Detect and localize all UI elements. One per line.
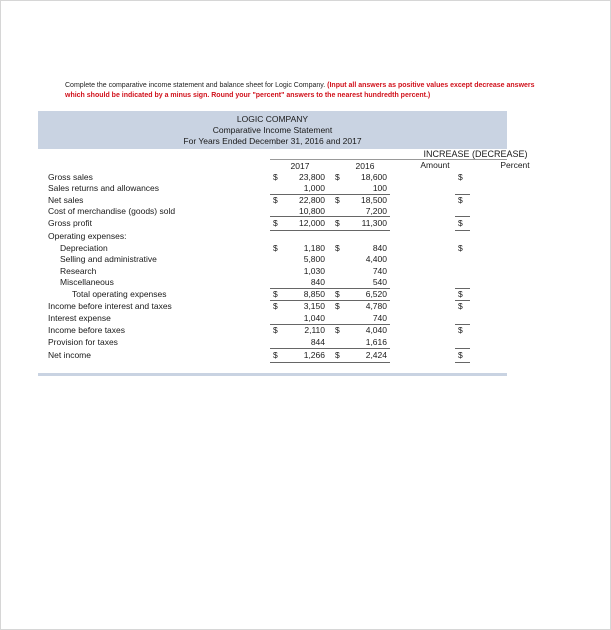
value-2016: 2,424 (365, 350, 387, 360)
currency-sign: $ (273, 172, 278, 182)
currency-sign: $ (273, 218, 278, 228)
row-label: Income before taxes (48, 325, 126, 335)
value-2016: 11,300 (361, 218, 387, 228)
value-2016: 4,400 (365, 254, 387, 264)
row-label: Sales returns and allowances (48, 183, 160, 193)
currency-sign: $ (335, 350, 340, 360)
value-2017: 3,150 (303, 301, 325, 311)
value-2016: 740 (372, 313, 387, 323)
value-2017: 840 (310, 277, 325, 287)
row-label: Miscellaneous (60, 277, 114, 287)
row-label: Operating expenses: (48, 231, 127, 241)
currency-sign: $ (273, 301, 278, 311)
value-2017: 844 (310, 337, 325, 347)
value-2017: 12,000 (299, 218, 325, 228)
increase-decrease-header: INCREASE (DECREASE) (423, 149, 528, 159)
row-label: Depreciation (60, 243, 108, 253)
row-label: Cost of merchandise (goods) sold (48, 206, 176, 216)
currency-sign: $ (458, 195, 463, 205)
row-label: Income before interest and taxes (48, 301, 172, 311)
value-2017: 1,266 (303, 350, 325, 360)
subtotal-rule (455, 348, 470, 349)
row-label: Provision for taxes (48, 337, 118, 347)
value-2017: 5,800 (303, 254, 325, 264)
subtotal-rule (270, 300, 390, 301)
value-2016: 7,200 (365, 206, 387, 216)
currency-sign: $ (273, 289, 278, 299)
value-2016: 540 (372, 277, 387, 287)
subtotal-rule (455, 194, 470, 195)
subtotal-rule (270, 288, 390, 289)
statement-period: For Years Ended December 31, 2016 and 2017 (183, 136, 362, 146)
value-2017: 1,030 (303, 266, 325, 276)
value-2017: 1,000 (303, 183, 325, 193)
column-2017: 2017 (290, 161, 310, 171)
value-2016: 18,500 (361, 195, 387, 205)
currency-sign: $ (335, 289, 340, 299)
subtotal-rule (270, 230, 390, 231)
row-label: Research (60, 266, 97, 276)
value-2017: 23,800 (299, 172, 325, 182)
subtotal-rule (455, 288, 470, 289)
value-2017: 22,800 (299, 195, 325, 205)
value-2016: 4,040 (365, 325, 387, 335)
currency-sign: $ (458, 243, 463, 253)
row-label: Gross sales (48, 172, 93, 182)
row-label: Net income (48, 350, 91, 360)
row-label: Gross profit (48, 218, 92, 228)
currency-sign: $ (458, 218, 463, 228)
value-2017: 1,040 (303, 313, 325, 323)
statement-title: Comparative Income Statement (212, 125, 333, 135)
currency-sign: $ (273, 325, 278, 335)
subtotal-rule (270, 362, 390, 363)
currency-sign: $ (273, 243, 278, 253)
value-2017: 8,850 (303, 289, 325, 299)
currency-sign: $ (458, 172, 463, 182)
subtotal-rule (270, 348, 390, 349)
subtotal-rule (455, 362, 470, 363)
currency-sign: $ (335, 172, 340, 182)
currency-sign: $ (273, 195, 278, 205)
value-2016: 740 (372, 266, 387, 276)
currency-sign: $ (458, 289, 463, 299)
column-2016: 2016 (355, 161, 375, 171)
row-label: Net sales (48, 195, 84, 205)
currency-sign: $ (335, 218, 340, 228)
currency-sign: $ (335, 301, 340, 311)
company-name: LOGIC COMPANY (236, 114, 309, 124)
subtotal-rule (455, 300, 470, 301)
column-percent: Percent (500, 160, 530, 170)
subtotal-rule (270, 194, 390, 195)
currency-sign: $ (458, 325, 463, 335)
row-label: Selling and administrative (60, 254, 157, 264)
subtotal-rule (270, 216, 390, 217)
value-2016: 100 (372, 183, 387, 193)
value-2016: 4,780 (365, 301, 387, 311)
instructions (65, 81, 545, 100)
instructions-text: Complete the comparative income statement and balance sheet for Logic Company. (65, 82, 326, 89)
value-2016: 840 (372, 243, 387, 253)
header-rule (270, 159, 507, 160)
row-label: Total operating expenses (72, 289, 167, 299)
subtotal-rule (455, 324, 470, 325)
subtotal-rule (270, 324, 390, 325)
currency-sign: $ (335, 195, 340, 205)
instructions-requirements: (Input all answers as positive values except decrease answers which should be indicated by a minus sign. Round your "percent" answers to the nearest hundredth percent.) (65, 82, 535, 99)
currency-sign: $ (458, 350, 463, 360)
value-2017: 1,180 (303, 243, 325, 253)
value-2017: 10,800 (299, 206, 325, 216)
value-2016: 18,600 (361, 172, 387, 182)
subtotal-rule (455, 230, 470, 231)
currency-sign: $ (273, 350, 278, 360)
row-label: Interest expense (48, 313, 111, 323)
bottom-bar (38, 373, 507, 376)
currency-sign: $ (335, 325, 340, 335)
value-2017: 2,110 (304, 325, 325, 335)
value-2016: 1,616 (365, 337, 387, 347)
currency-sign: $ (458, 301, 463, 311)
subtotal-rule (455, 216, 470, 217)
column-amount: Amount (420, 160, 450, 170)
value-2016: 6,520 (365, 289, 387, 299)
currency-sign: $ (335, 243, 340, 253)
